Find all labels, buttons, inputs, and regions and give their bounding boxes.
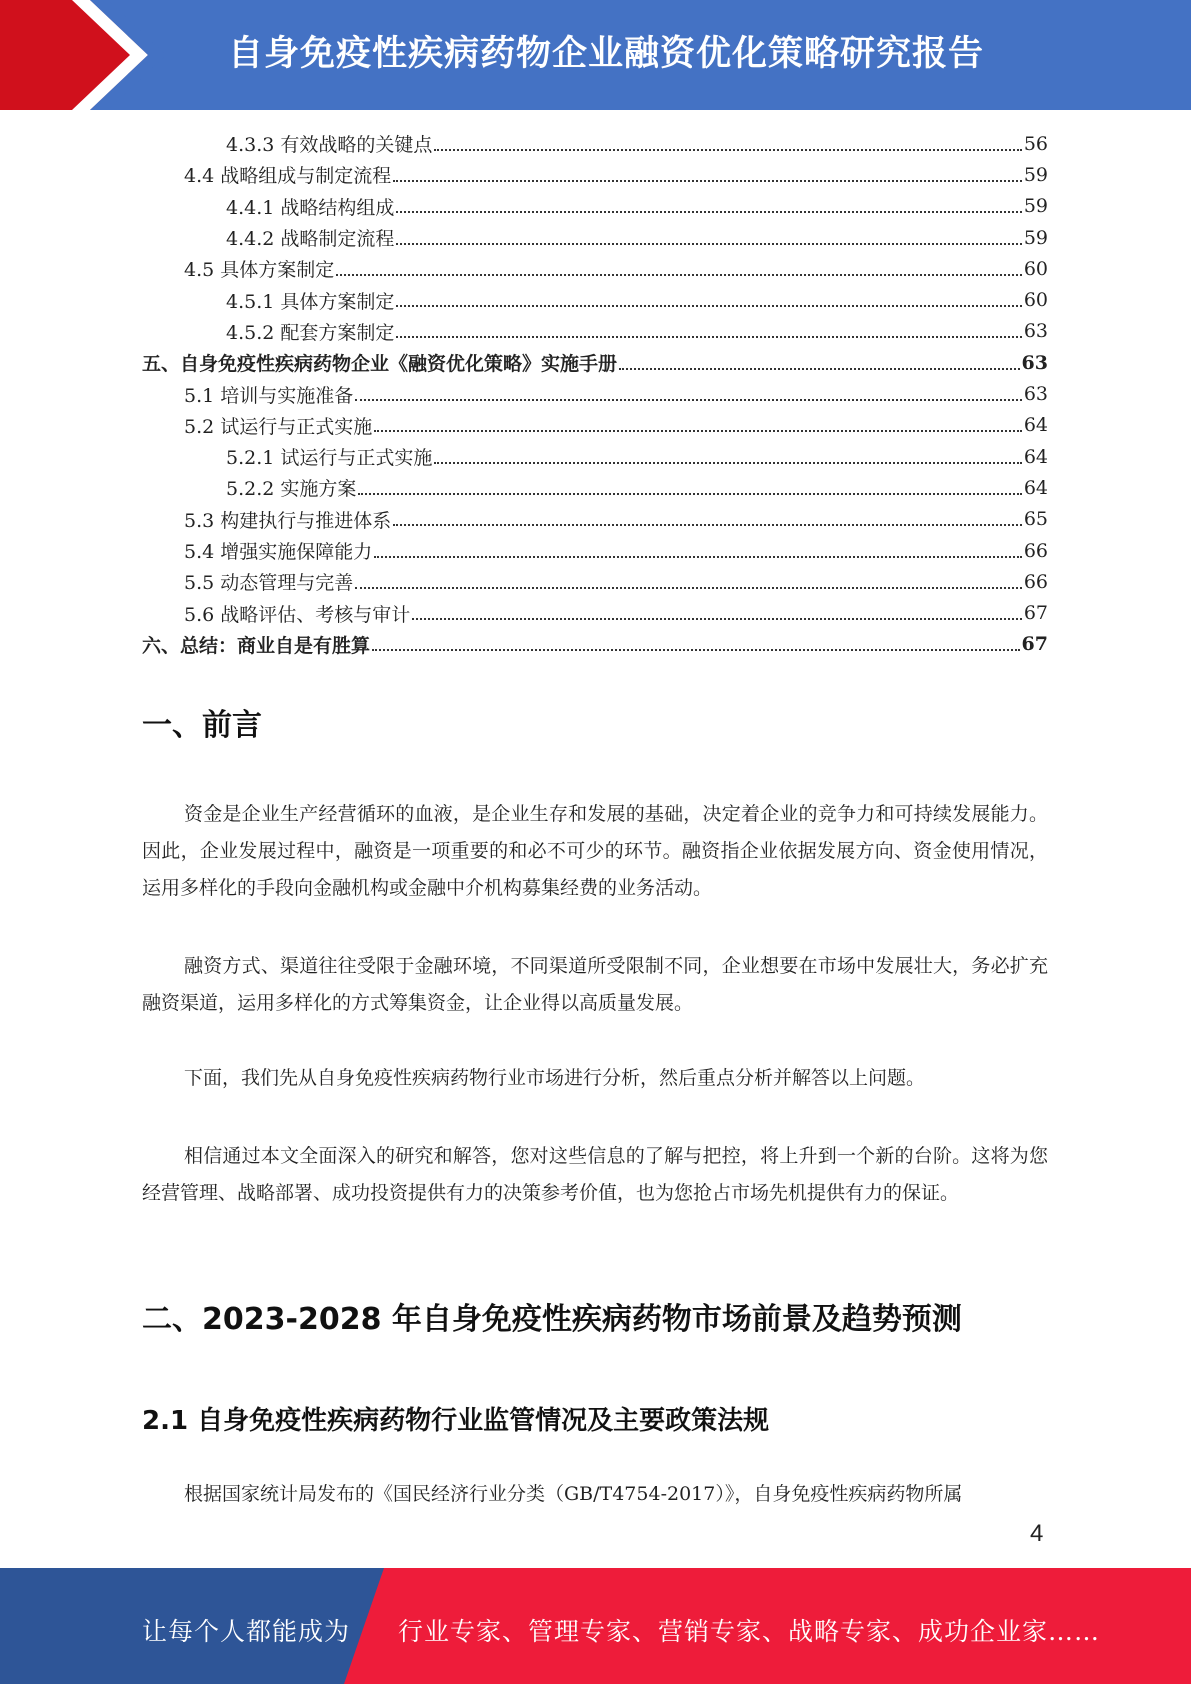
subsection-heading: 2.1 自身免疫性疾病药物行业监管情况及主要政策法规 [142,1406,770,1436]
toc-entry-label: 5.4 增强实施保障能力 [184,537,374,564]
toc-leader-dots [374,430,1022,432]
toc-entry-page: 63 [1023,320,1048,343]
toc-entry-label: 5.5 动态管理与完善 [184,568,355,595]
toc-entry-page: 59 [1023,163,1048,186]
toc-entry-label: 4.3.3 有效战略的关键点 [226,130,434,157]
toc-leader-dots [396,336,1021,338]
footer-slogan-left: 让每个人都能成为 [142,1617,351,1646]
toc-leader-dots [412,618,1022,620]
toc-entry-label: 5.1 培训与实施准备 [184,381,355,408]
toc-entry-page: 63 [1021,351,1048,374]
toc-entry-page: 60 [1023,289,1048,312]
toc-entry-page: 67 [1021,633,1048,656]
toc-entry[interactable] [142,472,1048,503]
toc-entry-page: 65 [1023,508,1048,531]
toc-entry-label: 5.3 构建执行与推进体系 [184,506,393,533]
toc-entry-label: 5.2.1 试运行与正式实施 [226,443,434,470]
toc-entry[interactable] [142,629,1048,660]
footer-slogan-right: 行业专家、管理专家、营销专家、战略专家、成功企业家…… [398,1617,1101,1646]
toc-entry-page: 63 [1023,383,1048,406]
toc-entry-page: 64 [1023,414,1048,437]
toc-leader-dots [396,305,1021,307]
toc-entry[interactable] [142,159,1048,190]
paragraph: 根据国家统计局发布的《国民经济行业分类（GB/T4754-2017）》，自身免疫性疾病药物所属 [184,1483,963,1505]
toc-leader-dots [393,524,1022,526]
report-title: 自身免疫性疾病药物企业融资优化策略研究报告 [228,34,985,74]
toc-entry-page: 56 [1023,132,1048,155]
paragraph: 下面，我们先从自身免疫性疾病药物行业市场进行分析，然后重点分析并解答以上问题。 [184,1067,926,1089]
paragraph: 相信通过本文全面深入的研究和解答，您对这些信息的了解与把控，将上升到一个新的台阶。这将为您经营管理、战略部署、成功投资提供有力的决策参考价值，也为您抢占市场先机提供有力的保证。 [142,1145,1048,1204]
toc-entry[interactable] [142,535,1048,566]
toc-leader-dots [358,493,1021,495]
toc-entry[interactable] [142,566,1048,597]
toc-entry-label: 4.4 战略组成与制定流程 [184,161,393,188]
toc-entry[interactable] [142,441,1048,472]
toc-leader-dots [336,274,1022,276]
page-number: 4 [1030,1520,1044,1547]
toc-entry-label: 4.5.1 具体方案制定 [226,287,396,314]
toc-entry-page: 66 [1023,539,1048,562]
toc-leader-dots [372,649,1020,651]
toc-entry-label: 4.4.2 战略制定流程 [226,224,396,251]
paragraph: 资金是企业生产经营循环的血液，是企业生存和发展的基础，决定着企业的竞争力和可持续发展能力。因此，企业发展过程中，融资是一项重要的和必不可少的环节。融资指企业依据发展方向、资金使用情况，运用多样化的手段向金融机构或金融中介机构募集经费的业务活动。 [142,803,1048,899]
toc-entry[interactable] [142,316,1048,347]
table-of-contents [142,128,1048,660]
toc-leader-dots [355,587,1022,589]
toc-entry-label: 5.2.2 实施方案 [226,474,358,501]
toc-entry-page: 67 [1023,602,1048,625]
toc-entry-page: 64 [1023,445,1048,468]
toc-entry-label: 4.5.2 配套方案制定 [226,318,396,345]
toc-leader-dots [434,149,1021,151]
report-footer [0,1568,1191,1684]
toc-entry[interactable] [142,410,1048,441]
toc-leader-dots [396,211,1021,213]
toc-entry-page: 64 [1023,476,1048,499]
toc-entry-page: 66 [1023,570,1048,593]
toc-entry-page: 59 [1023,226,1048,249]
toc-entry[interactable] [142,128,1048,159]
toc-entry[interactable] [142,347,1048,378]
paragraph: 融资方式、渠道往往受限于金融环境，不同渠道所受限制不同，企业想要在市场中发展壮大，务必扩充融资渠道，运用多样化的方式筹集资金，让企业得以高质量发展。 [142,955,1048,1014]
section-heading-market-outlook: 二、2023-2028 年自身免疫性疾病药物市场前景及趋势预测 [142,1302,962,1337]
toc-entry-page: 59 [1023,195,1048,218]
toc-entry-label: 4.5 具体方案制定 [184,255,336,282]
toc-leader-dots [434,462,1021,464]
toc-entry-page: 60 [1023,257,1048,280]
toc-leader-dots [374,556,1022,558]
toc-entry[interactable] [142,191,1048,222]
toc-entry-label: 4.4.1 战略结构组成 [226,193,396,220]
section-heading-preface: 一、前言 [142,708,262,743]
report-header [0,0,1191,110]
toc-entry-label: 五、自身免疫性疾病药物企业《融资优化策略》实施手册 [142,349,619,376]
toc-entry[interactable] [142,222,1048,253]
toc-entry-label: 5.6 战略评估、考核与审计 [184,600,412,627]
toc-leader-dots [355,399,1022,401]
toc-entry-label: 六、总结：商业自是有胜算 [142,631,372,658]
toc-leader-dots [393,180,1022,182]
toc-entry-label: 5.2 试运行与正式实施 [184,412,374,439]
toc-leader-dots [619,368,1020,370]
toc-entry[interactable] [142,284,1048,315]
toc-leader-dots [396,243,1021,245]
toc-entry[interactable] [142,378,1048,409]
toc-entry[interactable] [142,253,1048,284]
toc-entry[interactable] [142,504,1048,535]
toc-entry[interactable] [142,597,1048,628]
